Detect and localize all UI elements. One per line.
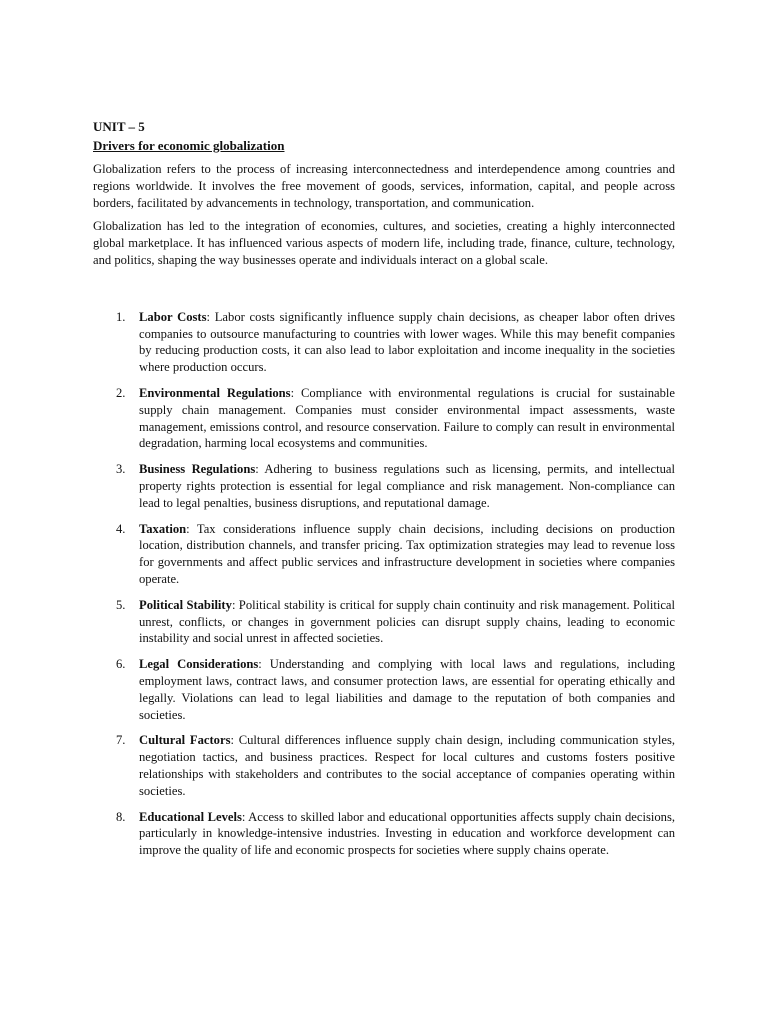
list-item-term: Legal Considerations xyxy=(139,657,259,672)
list-item-term: Cultural Factors xyxy=(139,733,231,748)
list-item xyxy=(93,461,675,511)
list-item-term: Environmental Regulations xyxy=(139,385,291,400)
list-item-text: : Adhering to business regulations such as licensing, permits, and intellectual property rights protection is essential for legal compliance and risk management. Non-compliance can lead to legal penalties, business disruptions, and reputational damage. xyxy=(139,462,675,510)
list-item-term: Taxation xyxy=(139,521,187,536)
list-item-term: Labor Costs xyxy=(139,309,207,324)
list-item xyxy=(93,809,675,859)
list-item-term: Political Stability xyxy=(139,597,232,612)
list-item xyxy=(93,656,675,723)
intro-paragraph: Globalization refers to the process of increasing interconnectedness and interdependence among countries and regions worldwide. It involves the free movement of goods, services, information, capital, and people across borders, facilitated by advancements in technology, transportation, and communication. xyxy=(93,162,675,210)
list-item-text: : Political stability is critical for supply chain continuity and risk management. Political unrest, conflicts, or changes in government policies can disrupt supply chains, leading to economic instability and social unrest in affected societies. xyxy=(139,597,675,646)
list-item xyxy=(93,385,675,452)
drivers-list xyxy=(93,309,675,859)
list-item-text: : Access to skilled labor and educational opportunities affects supply chain decisions, particularly in knowledge-intensive industries. Investing in education and workforce development can improve the quality of life and economic prospects for societies where supply chains operate. xyxy=(139,809,675,858)
list-item-number: 7. xyxy=(116,733,126,748)
list-item-number: 3. xyxy=(116,462,126,477)
list-item-text: : Cultural differences influence supply chain design, including communication styles, negotiation tactics, and business practices. Respect for local cultures and customs fosters positive relationships with stakeholders and contributes to the social acceptance of companies operating within societies. xyxy=(139,733,676,798)
list-item-number: 5. xyxy=(116,597,126,612)
document-page xyxy=(93,118,675,868)
list-item xyxy=(93,732,675,799)
section-title: Drivers for economic globalization xyxy=(93,138,285,153)
list-item xyxy=(93,309,675,376)
list-item-term: Educational Levels xyxy=(139,809,242,824)
unit-heading: UNIT – 5 xyxy=(93,119,145,134)
intro-paragraph: Globalization has led to the integration of economies, cultures, and societies, creating a highly interconnected global marketplace. It has influenced various aspects of modern life, including trade, finance, culture, technology, and politics, shaping the way businesses operate and individuals interact on a global scale. xyxy=(93,219,675,267)
list-item xyxy=(93,597,675,647)
list-item-number: 4. xyxy=(116,521,126,536)
list-item-text: : Tax considerations influence supply chain decisions, including decisions on production location, distribution channels, and transfer pricing. Tax optimization strategies may lead to revenue loss for governments and affect public services and infrastructure development in societies where companies operate. xyxy=(139,521,675,586)
list-item-number: 2. xyxy=(116,385,126,400)
list-item xyxy=(93,521,675,588)
list-item-number: 8. xyxy=(116,809,126,824)
list-item-term: Business Regulations xyxy=(139,462,256,477)
list-item-text: : Understanding and complying with local laws and regulations, including employment laws, contract laws, and consumer protection laws, are essential for operating ethically and legally. Violations can lead to legal liabilities and damage to the reputation of both companies and societies. xyxy=(139,657,675,722)
list-item-number: 1. xyxy=(116,309,126,324)
list-item-text: : Compliance with environmental regulations is crucial for sustainable supply chain management. Companies must consider environmental impact assessments, waste management, emissions control, and resource conservation. Failure to comply can result in environmental degradation, harming local ecosystems and communities. xyxy=(139,385,675,451)
list-item-text: : Labor costs significantly influence supply chain decisions, as cheaper labor often drives companies to outsource manufacturing to countries with lower wages. While this may benefit companies by reducing production costs, it can also lead to labor exploitation and income inequality in the societies where production occurs. xyxy=(139,309,676,375)
list-item-number: 6. xyxy=(116,657,126,672)
